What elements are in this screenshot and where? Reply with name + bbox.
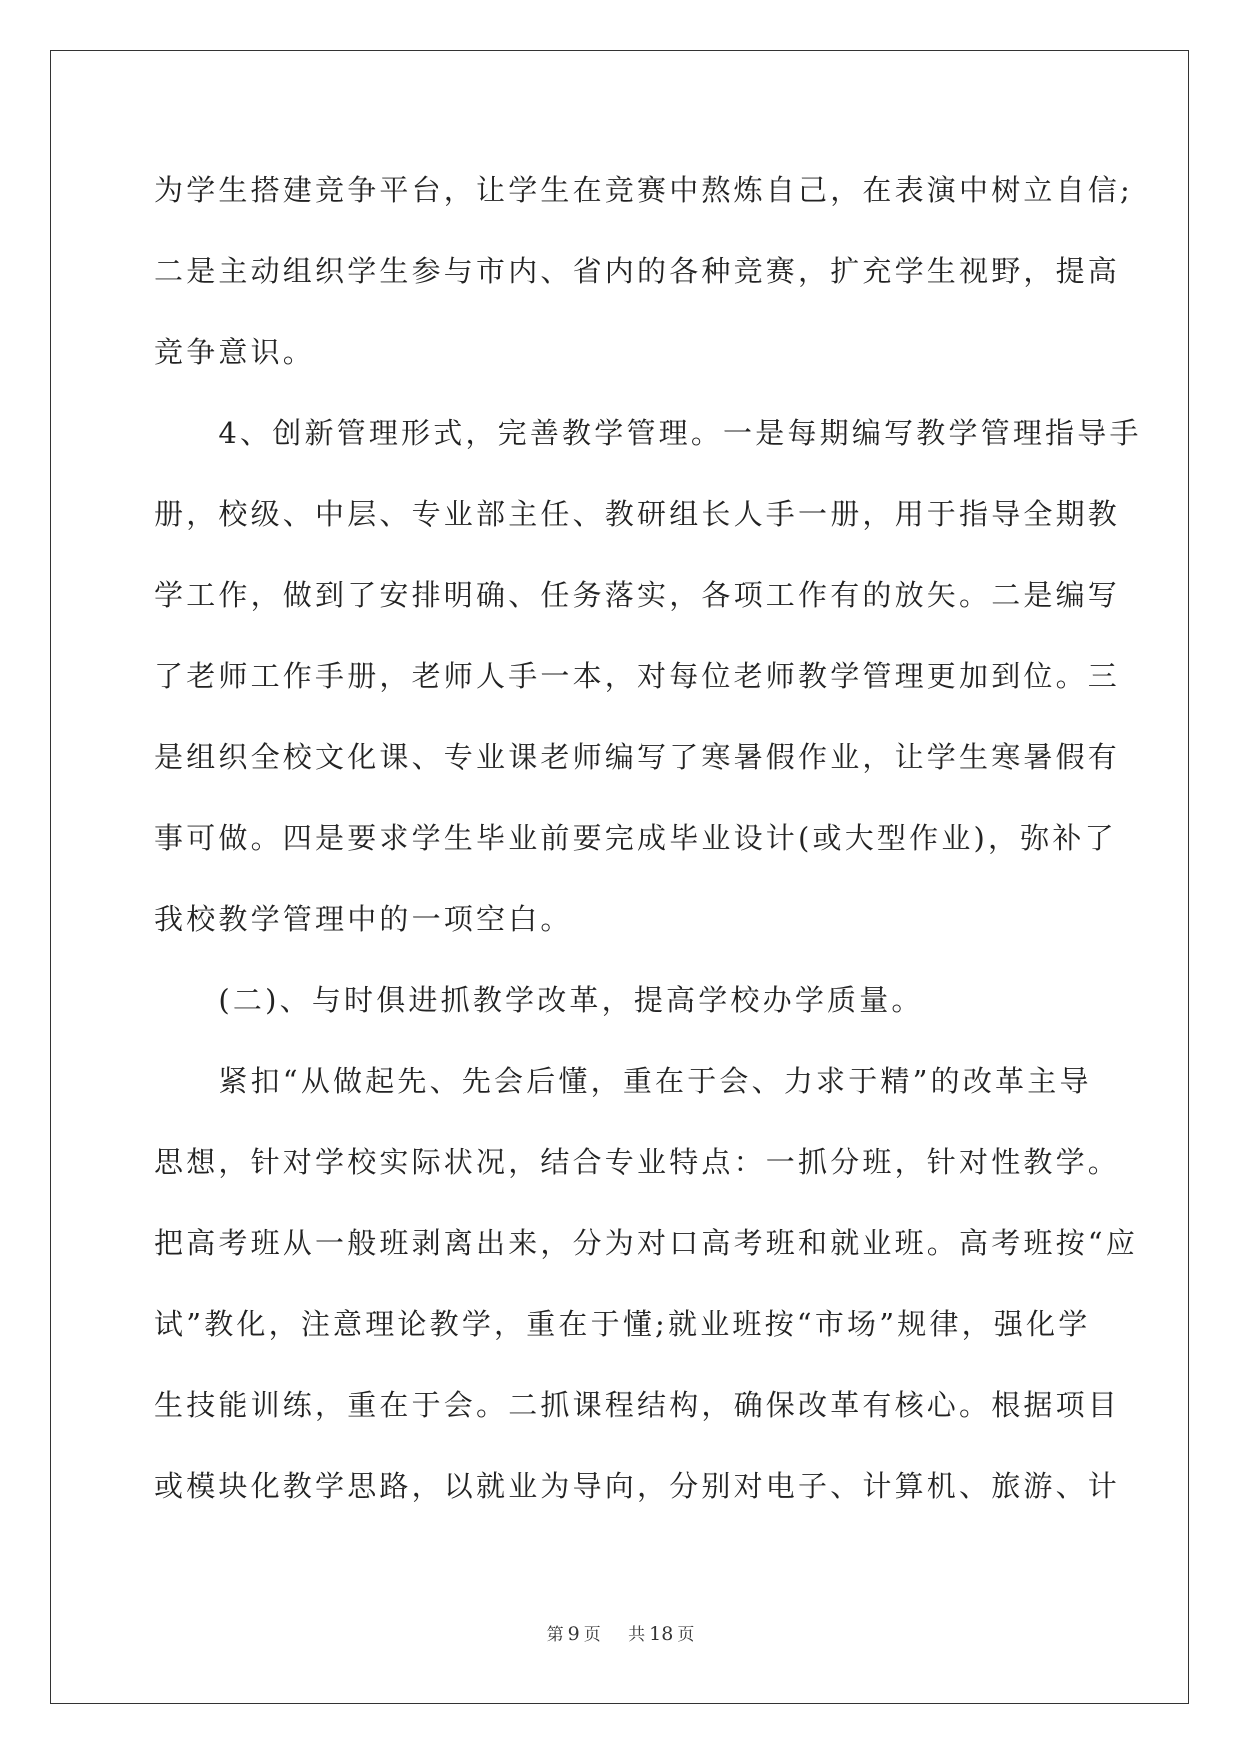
text-line: 或模块化教学思路，以就业为导向，分别对电子、计算机、旅游、计 bbox=[154, 1469, 1121, 1503]
page-footer bbox=[0, 1620, 1241, 1645]
text-line: 紧扣“从做起先、先会后懂，重在于会、力求于精”的改革主导 bbox=[154, 1064, 1092, 1098]
total-prefix: 共 bbox=[628, 1625, 646, 1645]
total-suffix: 页 bbox=[677, 1625, 695, 1645]
text-line: 事可做。四是要求学生毕业前要完成毕业设计(或大型作业)，弥补了 bbox=[154, 821, 1117, 855]
text-line: 为学生搭建竞争平台，让学生在竞赛中熬炼自己，在表演中树立自信; bbox=[154, 173, 1133, 207]
text-line: 竞争意识。 bbox=[154, 335, 316, 369]
text-line: 册，校级、中层、专业部主任、教研组长人手一册，用于指导全期教 bbox=[154, 497, 1121, 531]
text-line: 我校教学管理中的一项空白。 bbox=[154, 902, 573, 936]
text-line: 把高考班从一般班剥离出来，分为对口高考班和就业班。高考班按“应 bbox=[154, 1226, 1139, 1260]
page-suffix: 页 bbox=[583, 1625, 601, 1645]
document-body bbox=[154, 150, 1142, 1527]
text-line: 了老师工作手册，老师人手一本，对每位老师教学管理更加到位。三 bbox=[154, 659, 1121, 693]
text-line: 试”教化，注意理论教学，重在于懂;就业班按“市场”规律，强化学 bbox=[154, 1307, 1091, 1341]
text-line: 生技能训练，重在于会。二抓课程结构，确保改革有核心。根据项目 bbox=[154, 1388, 1121, 1422]
text-line: 学工作，做到了安排明确、任务落实，各项工作有的放矢。二是编写 bbox=[154, 578, 1121, 612]
page-prefix: 第 bbox=[546, 1625, 564, 1645]
page-number: 9 bbox=[567, 1623, 580, 1645]
text-line: 4、创新管理形式，完善教学管理。一是每期编写教学管理指导手 bbox=[154, 416, 1142, 450]
text-line: (二)、与时俱进抓教学改革，提高学校办学质量。 bbox=[154, 983, 924, 1017]
text-line: 是组织全校文化课、专业课老师编写了寒暑假作业，让学生寒暑假有 bbox=[154, 740, 1121, 774]
text-line: 思想，针对学校实际状况，结合专业特点：一抓分班，针对性教学。 bbox=[154, 1145, 1121, 1179]
total-pages: 18 bbox=[649, 1623, 674, 1645]
text-line: 二是主动组织学生参与市内、省内的各种竞赛，扩充学生视野，提高 bbox=[154, 254, 1121, 288]
